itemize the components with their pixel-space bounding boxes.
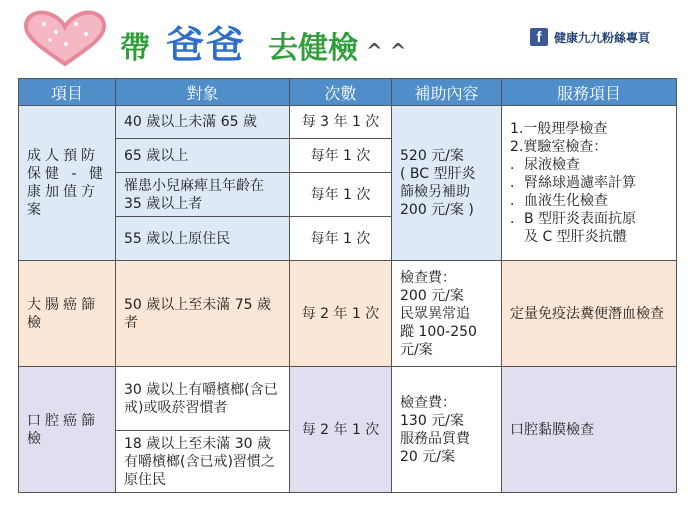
fanpage-label: 健康九九粉絲專頁	[554, 30, 651, 45]
subsidy-line: 520 元/案	[400, 148, 464, 164]
subsidy-line: 檢查費：	[400, 269, 456, 286]
col-header-item: 項目	[19, 79, 116, 106]
target-cell: 罹患小兒麻痺且年齡在 35 歲以上者	[116, 173, 290, 217]
target-cell: 30 歲以上有嚼檳榔(含已戒)或吸菸習慣者	[116, 367, 290, 431]
service-line: ．尿液檢查	[510, 157, 580, 173]
service-line: ．腎絲球過濾率計算	[510, 175, 636, 191]
subsidy-line: 元/案	[400, 341, 433, 358]
col-header-services: 服務項目	[502, 79, 677, 106]
facebook-fanpage-link[interactable]	[530, 28, 650, 46]
item-adult-health: 成人預防保健 - 健康加值方案	[19, 106, 116, 261]
col-header-target: 對象	[116, 79, 290, 106]
service-line: 及 C 型肝炎抗體	[510, 229, 627, 245]
item-oral-screening: 口腔癌篩檢	[19, 367, 116, 493]
subsidy-line: 民眾異常追	[400, 305, 470, 322]
service-line: 1.一般理學檢查	[510, 121, 608, 137]
frequency-cell: 每 3 年 1 次	[290, 106, 392, 139]
subsidy-line: ( BC 型肝炎	[400, 166, 476, 182]
target-cell: 55 歲以上原住民	[116, 217, 290, 261]
service-line: ．B 型肝炎表面抗原	[510, 211, 637, 227]
subsidy-line: 蹤 100-250	[400, 323, 477, 340]
subsidy-line: 200 元/案 )	[400, 202, 474, 218]
frequency-cell: 每年 1 次	[290, 139, 392, 173]
title-part-1: 帶	[120, 31, 150, 66]
service-line: ．血液生化檢查	[510, 193, 608, 209]
target-cell: 50 歲以上至未滿 75 歲者	[116, 261, 290, 367]
table-row	[19, 367, 677, 431]
table-header-row	[19, 79, 677, 106]
col-header-frequency: 次數	[290, 79, 392, 106]
service-colon: 定量免疫法糞便潛血檢查	[502, 261, 677, 367]
service-oral: 口腔黏膜檢查	[502, 367, 677, 493]
subsidy-line: 檢查費：	[400, 394, 456, 411]
subsidy-line: 130 元/案	[400, 412, 464, 429]
frequency-cell: 每年 1 次	[290, 217, 392, 261]
subsidy-colon	[392, 261, 502, 367]
title-part-2: 爸爸	[166, 23, 247, 67]
col-header-subsidy: 補助內容	[392, 79, 502, 106]
services-adult	[502, 106, 677, 261]
target-cell: 18 歲以上至未滿 30 歲有嚼檳榔(含已戒)習慣之原住民	[116, 431, 290, 493]
frequency-cell: 每 2 年 1 次	[290, 261, 392, 367]
table-row	[19, 261, 677, 367]
table-row	[19, 106, 677, 139]
subsidy-line: 200 元/案	[400, 287, 464, 304]
service-line: 2.實驗室檢查：	[510, 139, 608, 155]
screening-table	[18, 78, 677, 493]
subsidy-line: 篩檢另補助	[400, 184, 470, 200]
page-header	[0, 0, 694, 78]
subsidy-line: 服務品質費	[400, 430, 470, 447]
facebook-icon: f	[530, 28, 548, 46]
target-cell: 40 歲以上未滿 65 歲	[116, 106, 290, 139]
frequency-cell: 每年 1 次	[290, 173, 392, 217]
subsidy-line: 20 元/案	[400, 448, 455, 465]
page-title	[120, 14, 407, 67]
subsidy-oral	[392, 367, 502, 493]
heart-icon	[22, 10, 108, 68]
title-smiley: ^ ^	[366, 39, 407, 63]
target-cell: 65 歲以上	[116, 139, 290, 173]
item-colon-screening: 大腸癌篩檢	[19, 261, 116, 367]
subsidy-adult	[392, 106, 502, 261]
frequency-cell: 每 2 年 1 次	[290, 367, 392, 493]
title-part-3: 去健檢	[268, 31, 359, 66]
